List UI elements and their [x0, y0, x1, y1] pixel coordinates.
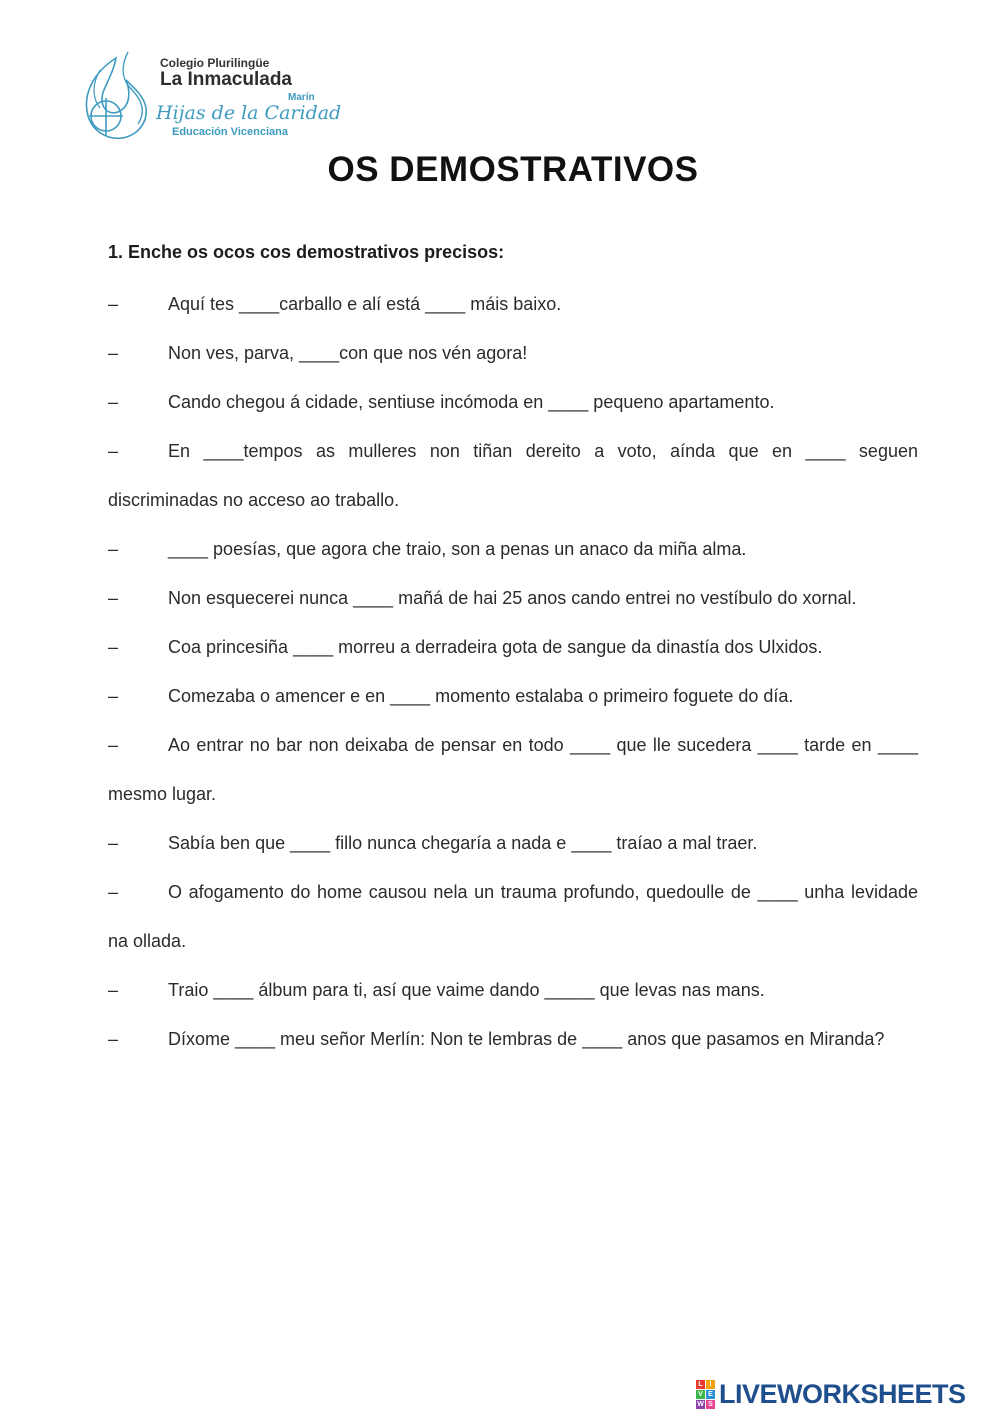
watermark-block: I	[706, 1380, 715, 1389]
item-text: Comezaba o amencer e en ____ momento estalaba o primeiro foguete do día.	[168, 686, 794, 706]
exercise-item	[108, 623, 918, 672]
school-logo	[76, 50, 342, 145]
liveworksheets-watermark	[696, 1377, 966, 1411]
exercise-item	[108, 966, 918, 1015]
item-text: Aquí tes ____carballo e alí está ____ máis baixo.	[168, 294, 562, 314]
logo-line-3: Marín	[288, 92, 315, 103]
watermark-text: LIVEWORKSHEETS	[719, 1378, 966, 1409]
exercise-item	[108, 672, 918, 721]
logo-line-4: Hijas de la Caridad	[156, 102, 342, 124]
watermark-block: W	[697, 1400, 704, 1408]
exercise-item	[108, 525, 918, 574]
item-text: ____ poesías, que agora che traio, son a penas un anaco da miña alma.	[168, 539, 747, 559]
item-dash: –	[108, 735, 119, 755]
item-dash: –	[108, 686, 119, 706]
item-text: Sabía ben que ____ fillo nunca chegaría a nada e ____ traíao a mal traer.	[168, 833, 758, 853]
watermark-block: L	[696, 1380, 705, 1389]
exercise-item	[108, 329, 918, 378]
item-dash: –	[108, 980, 119, 1000]
exercise-item	[108, 868, 918, 966]
flame-cross-emblem-icon	[76, 50, 158, 145]
exercise-item	[108, 1015, 918, 1064]
item-text: Non esquecerei nunca ____ mañá de hai 25 anos cando entrei no vestíbulo do xornal.	[168, 588, 857, 608]
item-dash: –	[108, 392, 119, 412]
page-title: OS DEMOSTRATIVOS	[327, 150, 699, 189]
item-dash: –	[108, 441, 119, 461]
exercise-item	[108, 427, 918, 525]
item-text: Cando chegou á cidade, sentiuse incómoda en ____ pequeno apartamento.	[168, 392, 775, 412]
item-dash: –	[108, 833, 119, 853]
item-text: Traio ____ álbum para ti, así que vaime dando _____ que levas nas mans.	[168, 980, 765, 1000]
watermark-block: E	[706, 1390, 715, 1399]
logo-line-5: Educación Vicenciana	[172, 126, 288, 138]
exercise-instruction: 1. Enche os ocos cos demostrativos precisos:	[108, 242, 505, 262]
item-dash: –	[108, 588, 119, 608]
liveworksheets-blocks-icon	[696, 1380, 715, 1409]
item-dash: –	[108, 294, 119, 314]
item-dash: –	[108, 343, 119, 363]
exercise-list	[108, 280, 918, 1064]
watermark-block: V	[696, 1390, 705, 1399]
item-text: O afogamento do home causou nela un trauma profundo, quedoulle de ____ unha levidade na ollada.	[108, 882, 918, 951]
item-dash: –	[108, 882, 119, 902]
item-text: Ao entrar no bar non deixaba de pensar en todo ____ que lle sucedera ____ tarde en ____ mesmo lugar.	[108, 735, 918, 804]
exercise-item	[108, 819, 918, 868]
item-dash: –	[108, 539, 119, 559]
item-dash: –	[108, 1029, 119, 1049]
exercise-item	[108, 280, 918, 329]
exercise-item	[108, 721, 918, 819]
item-text: Coa princesiña ____ morreu a derradeira gota de sangue da dinastía dos Ulxidos.	[168, 637, 823, 657]
item-text: Non ves, parva, ____con que nos vén agora!	[168, 343, 528, 363]
exercise-item	[108, 378, 918, 427]
logo-line-1: Colegio Plurilingüe	[160, 56, 270, 70]
item-text: Díxome ____ meu señor Merlín: Non te lembras de ____ anos que pasamos en Miranda?	[168, 1029, 885, 1049]
item-dash: –	[108, 637, 119, 657]
exercise-item	[108, 574, 918, 623]
watermark-block: S	[706, 1400, 715, 1409]
item-text: En ____tempos as mulleres non tiñan dereito a voto, aínda que en ____ seguen discriminadas no acceso ao traballo.	[108, 441, 918, 510]
logo-line-2: La Inmaculada	[160, 69, 292, 90]
